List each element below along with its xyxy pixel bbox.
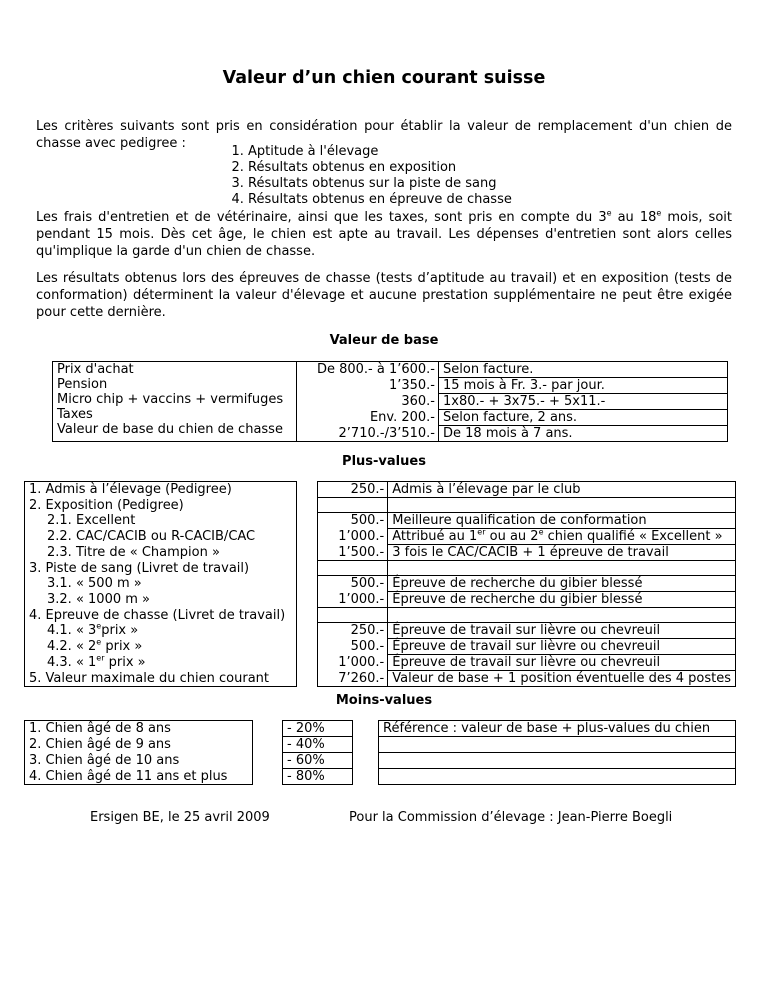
table-row: [25, 592, 736, 608]
plus-label: 4.3. « 1er prix »: [25, 655, 297, 671]
minus-note: [379, 769, 736, 785]
minus-note: [379, 753, 736, 769]
plus-note: Épreuve de recherche du gibier blessé: [388, 592, 736, 608]
base-amount: De 800.- à 1’600.-: [297, 362, 439, 378]
table-cell: [297, 482, 317, 498]
base-label: Valeur de base du chien de chasse: [57, 422, 283, 437]
table-cell: [297, 513, 317, 529]
table-row: [25, 623, 736, 639]
page-title: Valeur d’un chien courant suisse: [222, 68, 546, 88]
base-note: Selon facture.: [439, 362, 728, 378]
plus-note: Valeur de base + 1 position éventuelle des 4 postes: [388, 671, 736, 687]
table-row: [25, 671, 736, 687]
table-cell: [317, 498, 387, 513]
plus-label: 4.1. « 3eprix »: [25, 623, 297, 639]
plus-note: Épreuve de travail sur lièvre ou chevreuil: [388, 623, 736, 639]
table-cell: [388, 561, 736, 576]
plus-label: 4.2. « 2e prix »: [25, 639, 297, 655]
table-cell: [253, 769, 283, 785]
intro-paragraph: Les critères suivants sont pris en considération pour établir la valeur de remplacement d'un chien de chasse avec pedigree :: [36, 119, 732, 151]
plus-amount: 500.-: [317, 639, 387, 655]
minus-percent: - 80%: [283, 769, 353, 785]
base-note: 1x80.- + 3x75.- + 5x11.-: [439, 394, 728, 410]
base-label: Prix d'achat: [57, 362, 134, 377]
base-label: Taxes: [57, 407, 93, 422]
plus-amount: 250.-: [317, 623, 387, 639]
minus-label: 3. Chien âgé de 10 ans: [25, 753, 253, 769]
table-row: [25, 769, 736, 785]
table-cell: [353, 721, 379, 737]
plus-label: 4. Epreuve de chasse (Livret de travail): [25, 608, 297, 623]
plus-amount: 250.-: [317, 482, 387, 498]
table-cell: [353, 737, 379, 753]
plus-note: Épreuve de travail sur lièvre ou chevreuil: [388, 655, 736, 671]
criteria-item: 1. Aptitude à l'élevage: [248, 144, 512, 160]
base-value-table: [52, 361, 728, 442]
table-cell: [297, 639, 317, 655]
plus-amount: 500.-: [317, 576, 387, 592]
table-row: [25, 753, 736, 769]
table-cell: [297, 561, 317, 576]
plus-note: Attribué au 1er ou au 2e chien qualifié « Excellent »: [388, 529, 736, 545]
minus-values-heading: Moins-values: [335, 693, 433, 708]
table-row: [25, 576, 736, 592]
minus-label: 1. Chien âgé de 8 ans: [25, 721, 253, 737]
table-cell: [253, 737, 283, 753]
table-cell: [317, 561, 387, 576]
plus-amount: 1’000.-: [317, 529, 387, 545]
plus-values-heading: Plus-values: [342, 454, 426, 469]
table-row: [25, 608, 736, 623]
table-cell: [388, 608, 736, 623]
plus-amount: 7’260.-: [317, 671, 387, 687]
table-row: [25, 498, 736, 513]
minus-label: 2. Chien âgé de 9 ans: [25, 737, 253, 753]
criteria-list: [228, 144, 512, 208]
base-amount: 1’350.-: [297, 378, 439, 394]
table-row: [25, 561, 736, 576]
minus-percent: - 40%: [283, 737, 353, 753]
table-row: [25, 639, 736, 655]
base-note: Selon facture, 2 ans.: [439, 410, 728, 426]
results-paragraph: Les résultats obtenus lors des épreuves de chasse (tests d’aptitude au travail) et en exposition (tests de conformation) déterminent la valeur d'élevage et aucune prestation supplémentaire ne peut être exigée pour cette dernière.: [36, 271, 732, 320]
plus-label: 2.2. CAC/CACIB ou R-CACIB/CAC: [25, 529, 297, 545]
table-cell: [297, 623, 317, 639]
footer-signature: Pour la Commission d’élevage : Jean-Pierre Boegli: [349, 810, 673, 825]
table-cell: [353, 753, 379, 769]
footer-place-date: Ersigen BE, le 25 avril 2009: [90, 810, 270, 825]
plus-amount: 1’500.-: [317, 545, 387, 561]
table-row: [25, 721, 736, 737]
criteria-item: 4. Résultats obtenus en épreuve de chasse: [248, 192, 512, 208]
minus-percent: - 20%: [283, 721, 353, 737]
base-value-heading: Valeur de base: [329, 333, 439, 348]
minus-note: Référence : valeur de base + plus-values du chien: [379, 721, 736, 737]
table-cell: [297, 655, 317, 671]
table-cell: [317, 608, 387, 623]
table-cell: [353, 769, 379, 785]
table-cell: [297, 576, 317, 592]
plus-note: Admis à l’élevage par le club: [388, 482, 736, 498]
base-note: 15 mois à Fr. 3.- par jour.: [439, 378, 728, 394]
table-row: [25, 737, 736, 753]
plus-label: 3. Piste de sang (Livret de travail): [25, 561, 297, 576]
plus-label: 5. Valeur maximale du chien courant: [25, 671, 297, 687]
plus-values-table: [24, 481, 736, 687]
plus-label: 3.1. « 500 m »: [25, 576, 297, 592]
plus-amount: 1’000.-: [317, 592, 387, 608]
table-cell: [253, 753, 283, 769]
table-cell: [297, 592, 317, 608]
table-row: [53, 362, 728, 378]
plus-note: 3 fois le CAC/CACIB + 1 épreuve de travail: [388, 545, 736, 561]
table-row: [25, 482, 736, 498]
table-row: [25, 655, 736, 671]
plus-label: 1. Admis à l’élevage (Pedigree): [25, 482, 297, 498]
table-cell: [297, 545, 317, 561]
table-cell: [297, 498, 317, 513]
table-cell: [297, 608, 317, 623]
table-cell: [388, 498, 736, 513]
base-note: De 18 mois à 7 ans.: [439, 426, 728, 442]
plus-label: 2. Exposition (Pedigree): [25, 498, 297, 513]
minus-values-table: [24, 720, 736, 785]
base-amount: 360.-: [297, 394, 439, 410]
base-amount: 2’710.-/3’510.-: [297, 426, 439, 442]
plus-label: 3.2. « 1000 m »: [25, 592, 297, 608]
plus-amount: 500.-: [317, 513, 387, 529]
criteria-item: 2. Résultats obtenus en exposition: [248, 160, 512, 176]
minus-label: 4. Chien âgé de 11 ans et plus: [25, 769, 253, 785]
minus-percent: - 60%: [283, 753, 353, 769]
base-label: Micro chip + vaccins + vermifuges: [57, 392, 284, 407]
plus-note: Épreuve de recherche du gibier blessé: [388, 576, 736, 592]
base-amount: Env. 200.-: [297, 410, 439, 426]
table-row: [25, 545, 736, 561]
criteria-item: 3. Résultats obtenus sur la piste de sang: [248, 176, 512, 192]
table-row: [25, 513, 736, 529]
table-row: [25, 529, 736, 545]
table-cell: [253, 721, 283, 737]
plus-note: Épreuve de travail sur lièvre ou chevreuil: [388, 639, 736, 655]
base-label: Pension: [57, 377, 108, 392]
plus-label: 2.3. Titre de « Champion »: [25, 545, 297, 561]
minus-note: [379, 737, 736, 753]
plus-note: Meilleure qualification de conformation: [388, 513, 736, 529]
table-cell: [297, 529, 317, 545]
plus-label: 2.1. Excellent: [25, 513, 297, 529]
table-cell: [297, 671, 317, 687]
plus-amount: 1’000.-: [317, 655, 387, 671]
costs-paragraph: Les frais d'entretien et de vétérinaire, ainsi que les taxes, sont pris en compte du 3e au 18e mois, soit pendant 15 mois. Dès cet âge, le chien est apte au travail. Les dépenses d'entretien sont alors celles qu'implique la garde d'un chien de chasse.: [36, 208, 732, 259]
table-cell: [53, 362, 297, 442]
